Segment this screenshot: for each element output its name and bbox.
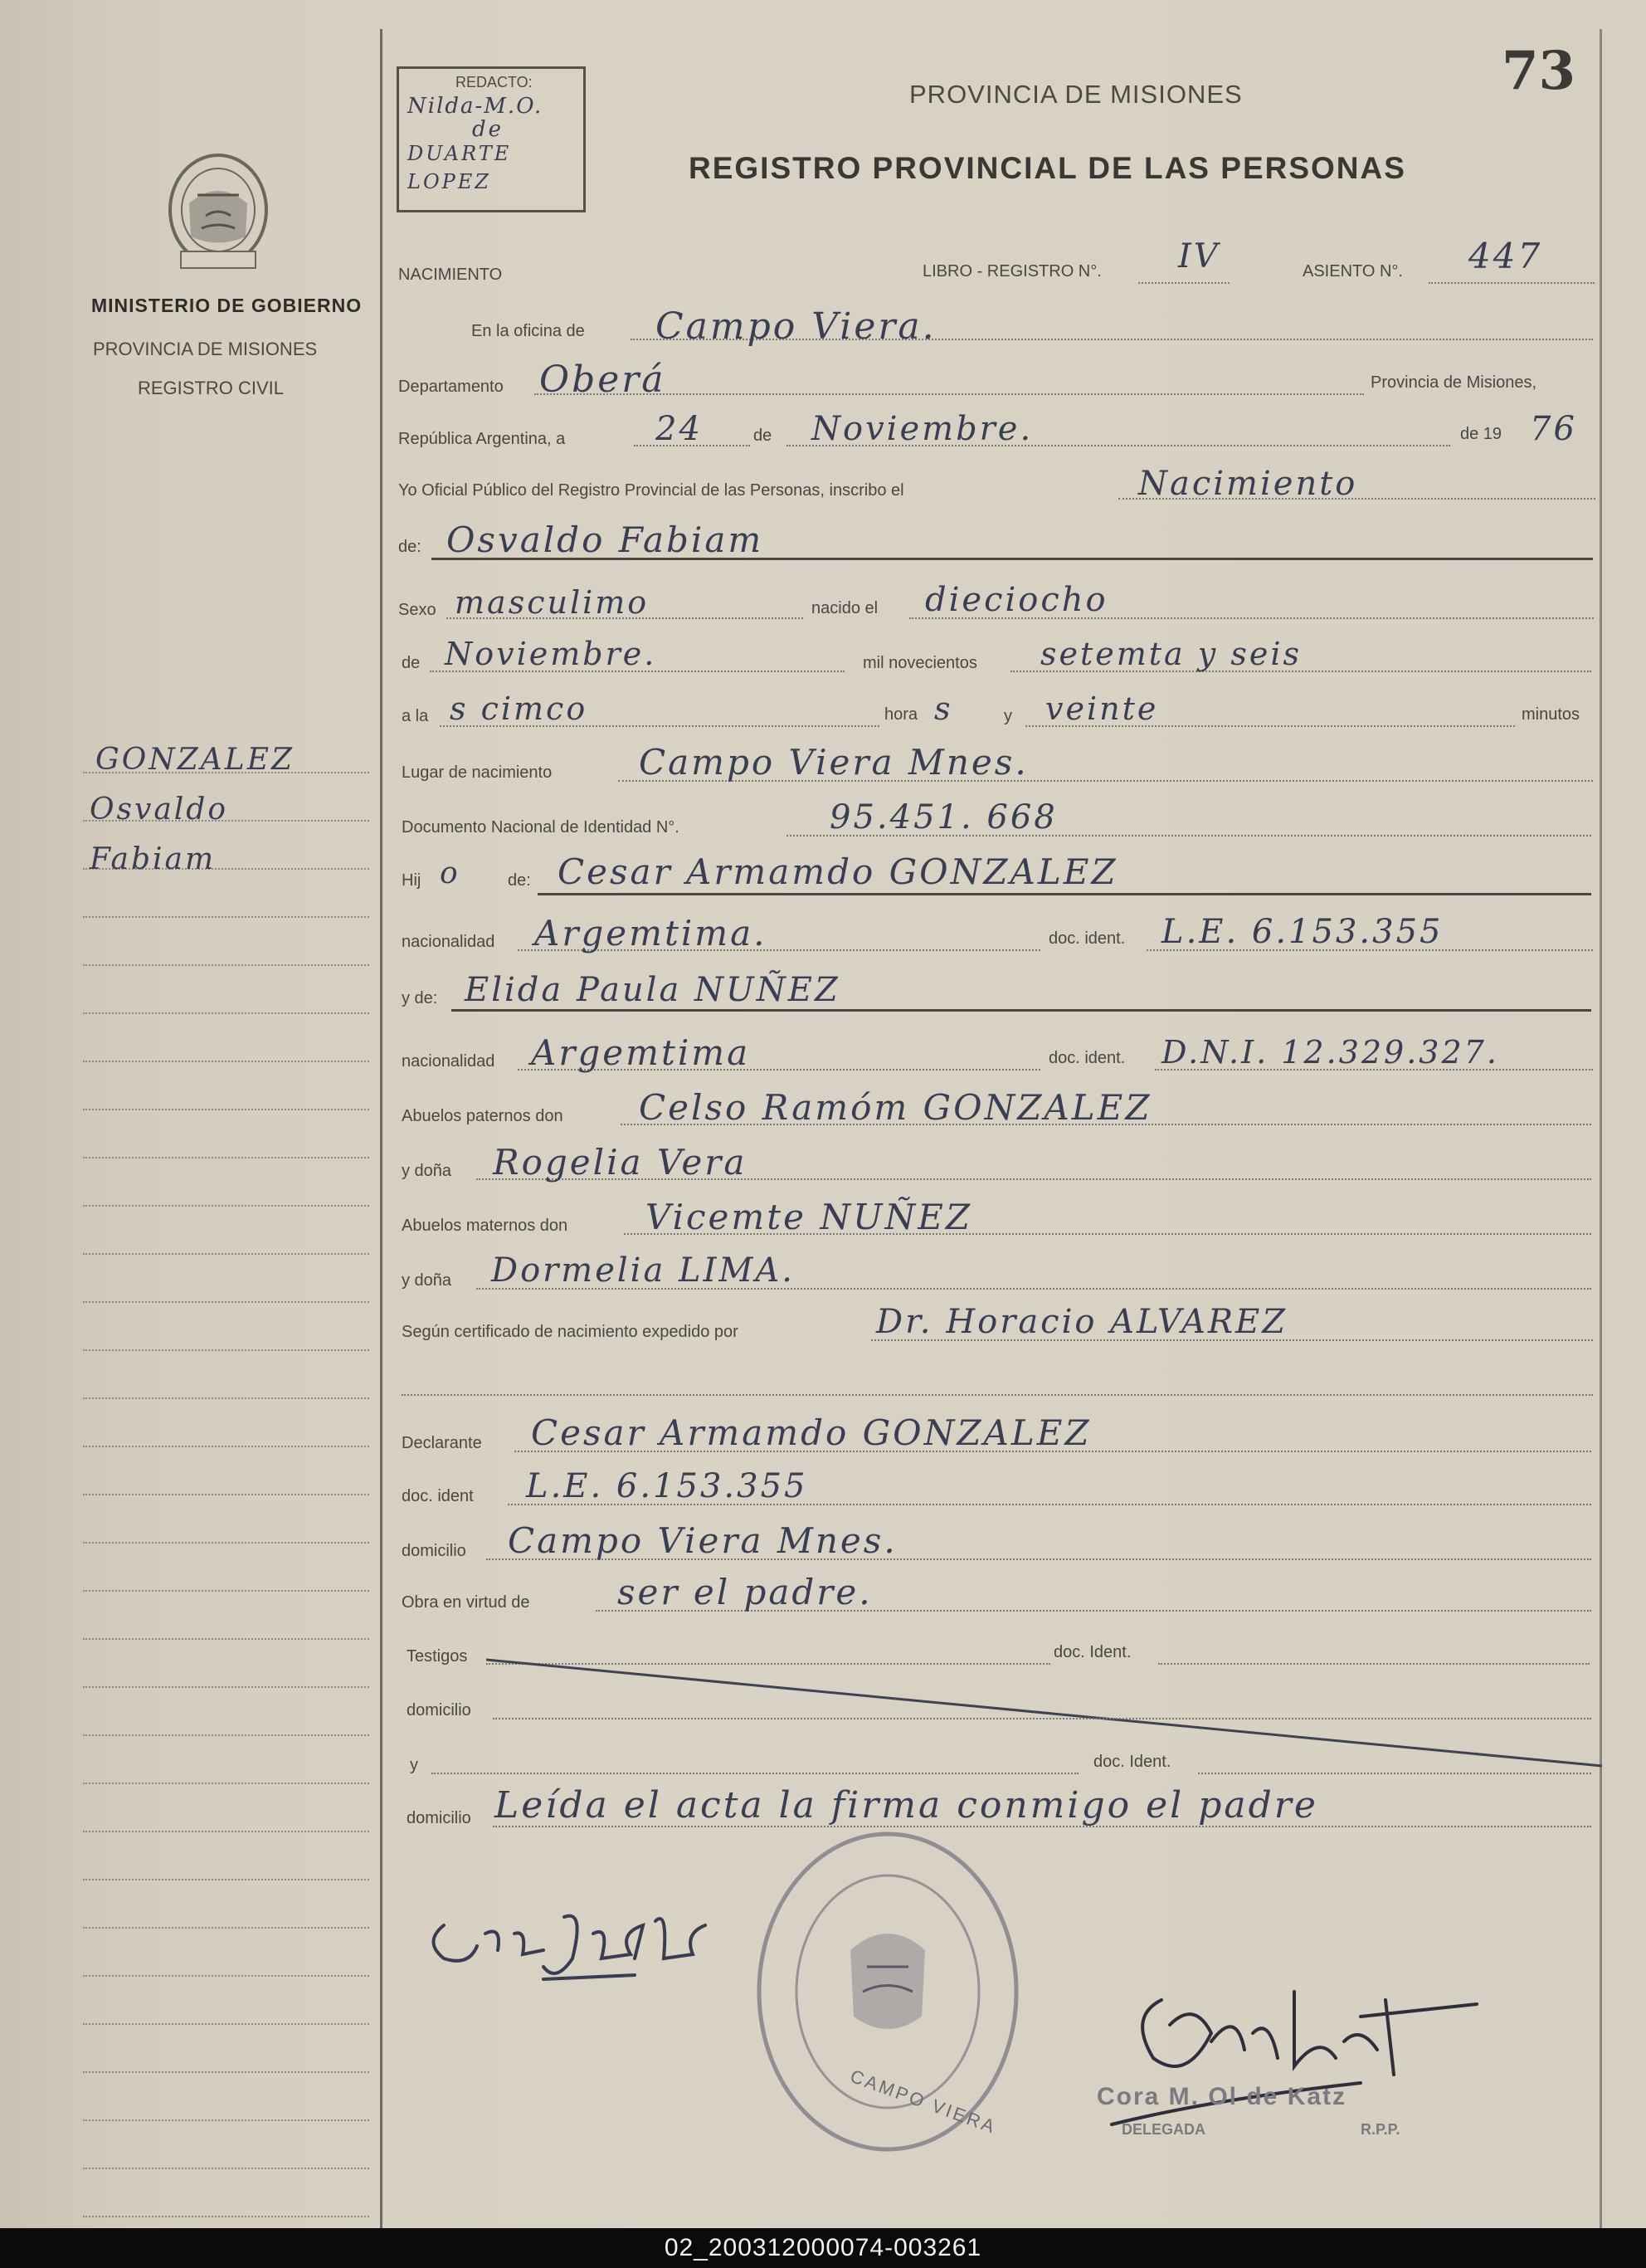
- registry-stamp-icon: [751, 1826, 1025, 2158]
- margin-rule: [83, 2071, 369, 2073]
- libro-label: LIBRO - REGISTRO N°.: [923, 262, 1102, 280]
- nacionalidad-label-1: nacionalidad: [402, 933, 495, 951]
- inscribo-value: Nacimiento: [1138, 465, 1358, 503]
- cancel-stroke: [486, 1651, 1606, 1776]
- docid-label-5: doc. Ident.: [1093, 1753, 1171, 1771]
- abuelos-paternos-value: Celso Ramóm GONZALEZ: [639, 1087, 1152, 1128]
- margin-rule: [83, 1831, 369, 1832]
- nacionalidad-label-2: nacionalidad: [402, 1052, 495, 1071]
- margin-rule: [83, 1301, 369, 1303]
- margin-rule: [83, 1494, 369, 1495]
- de-label-3: de: [402, 654, 421, 672]
- margin-rule: [83, 1542, 369, 1544]
- nacionalidad-value-2: Argemtima: [531, 1032, 751, 1073]
- padre-value: Cesar Armamdo GONZALEZ: [558, 851, 1118, 892]
- hora-value: s cimco: [450, 690, 588, 727]
- margin-rule: [83, 1157, 369, 1158]
- y-label-2: y: [410, 1756, 418, 1774]
- margin-second-name: Fabiam: [90, 842, 217, 876]
- testigos-label: Testigos: [407, 1647, 468, 1666]
- margin-rule: [83, 1253, 369, 1255]
- margin-rule: [83, 1638, 369, 1640]
- header-registry: REGISTRO PROVINCIAL DE LAS PERSONAS: [689, 151, 1406, 185]
- declarante-signature-icon: [419, 1875, 759, 2000]
- act-type-label: NACIMIENTO: [398, 266, 503, 284]
- official-rpp: R.P.P.: [1361, 2121, 1400, 2138]
- declarante-value: Cesar Armamdo GONZALEZ: [531, 1412, 1092, 1453]
- year-label: de 19: [1460, 425, 1502, 443]
- margin-first-name: Osvaldo: [90, 793, 229, 827]
- margin-rule: [83, 2023, 369, 2025]
- header-province: PROVINCIA DE MISIONES: [909, 80, 1243, 109]
- official-signature-icon: [1045, 1967, 1510, 2149]
- ydona-value-2: Dormelia LIMA.: [491, 1251, 795, 1290]
- madre-value: Elida Paula NUÑEZ: [465, 971, 840, 1009]
- right-border-line: [1600, 29, 1602, 2228]
- mil-value: setemta y seis: [1040, 636, 1302, 672]
- dni-value: 95.451. 668: [830, 798, 1058, 836]
- docid-value-3: L.E. 6.153.355: [526, 1467, 808, 1505]
- segun-value: Dr. Horacio ALVAREZ: [876, 1303, 1288, 1341]
- margin-rule: [83, 1061, 369, 1062]
- redacto-label: REDACTO:: [455, 74, 533, 90]
- asiento-value: 447: [1468, 236, 1543, 276]
- asiento-label: ASIENTO N°.: [1303, 262, 1403, 280]
- ydona-label-2: y doña: [402, 1271, 452, 1290]
- docid-label-1: doc. ident.: [1049, 929, 1126, 948]
- margin-rule: [83, 1879, 369, 1880]
- margin-rule: [83, 1686, 369, 1688]
- margin-rule: [83, 1446, 369, 1447]
- docid-value-2: D.N.I. 12.329.327.: [1161, 1034, 1499, 1071]
- libro-value: IV: [1178, 237, 1220, 276]
- nacido-label: nacido el: [811, 599, 879, 617]
- alas-label: a la: [402, 707, 429, 725]
- hora-label: hora: [884, 705, 918, 724]
- departamento-label: Departamento: [398, 378, 504, 396]
- margin-rule: [83, 2168, 369, 2169]
- y-label: y: [1004, 707, 1012, 725]
- sexo-value: masculimo: [455, 584, 650, 621]
- day-value: 24: [655, 410, 703, 448]
- official-role: DELEGADA: [1122, 2121, 1206, 2138]
- redacto-line-3: DUARTE: [407, 142, 512, 165]
- obra-value: ser el padre.: [617, 1572, 873, 1612]
- ministry-title: MINISTERIO DE GOBIERNO: [91, 295, 363, 316]
- hij-label: Hij: [402, 871, 421, 890]
- margin-rule: [83, 916, 369, 918]
- declarante-label: Declarante: [402, 1434, 482, 1452]
- departamento-value: Oberá: [539, 358, 666, 401]
- mil-label: mil novecientos: [863, 654, 977, 672]
- oficina-label: En la oficina de: [471, 322, 585, 340]
- redacto-line-4: LOPEZ: [407, 170, 491, 193]
- margin-rule: [83, 2119, 369, 2121]
- margin-rule: [83, 2216, 369, 2217]
- republica-label: República Argentina, a: [398, 430, 566, 448]
- year-value: 76: [1530, 410, 1577, 448]
- left-civil-registry: REGISTRO CIVIL: [138, 378, 285, 398]
- margin-line: [380, 29, 382, 2228]
- margin-rule: [83, 1205, 369, 1207]
- abuelos-maternos-label: Abuelos maternos don: [402, 1217, 568, 1235]
- segun-label: Según certificado de nacimiento expedido por: [402, 1323, 738, 1341]
- leida-value: Leída el acta la firma conmigo el padre: [494, 1784, 1318, 1827]
- docid-label-3: doc. ident: [402, 1487, 474, 1505]
- hora-s-value: s: [934, 690, 953, 727]
- docid-value-1: L.E. 6.153.355: [1161, 913, 1444, 951]
- domicilio-value-1: Campo Viera Mnes.: [508, 1520, 898, 1561]
- nacido-value: dieciocho: [925, 581, 1108, 619]
- redacto-line-1: Nilda-M.O.: [407, 94, 543, 119]
- abuelos-maternos-value: Vicemte NUÑEZ: [645, 1197, 973, 1237]
- yo-label: Yo Oficial Público del Registro Provincial de las Personas, inscribo el: [398, 481, 904, 500]
- image-id-bar: 02_200312000074-003261: [0, 2228, 1646, 2268]
- inscripto-value: Osvaldo Fabiam: [446, 519, 764, 560]
- domicilio-label-1: domicilio: [402, 1542, 466, 1560]
- domicilio-label-3: domicilio: [407, 1809, 471, 1827]
- stamp-center-text: CAMPO VIERA: [847, 2066, 1000, 2139]
- folio-number: 73: [1502, 40, 1576, 102]
- month-value: Noviembre.: [811, 410, 1034, 448]
- yde-label: y de:: [402, 989, 438, 1007]
- oficina-value: Campo Viera.: [655, 305, 937, 348]
- ydona-label-1: y doña: [402, 1162, 452, 1180]
- de-label-1: de: [753, 427, 772, 445]
- sexo-label: Sexo: [398, 601, 436, 619]
- abuelos-paternos-label: Abuelos paternos don: [402, 1107, 563, 1125]
- minutos-label: minutos: [1522, 705, 1580, 724]
- margin-rule: [83, 1975, 369, 1977]
- provincia-label: Provincia de Misiones,: [1371, 373, 1537, 392]
- margin-rule: [83, 964, 369, 966]
- margin-surname: GONZALEZ: [95, 743, 295, 777]
- redacto-box: [397, 66, 586, 212]
- minutos-value: veinte: [1045, 690, 1159, 727]
- de-label-2: de:: [398, 538, 421, 556]
- redacto-line-2: de: [472, 117, 504, 142]
- margin-rule: [83, 1734, 369, 1736]
- domicilio-label-2: domicilio: [407, 1701, 471, 1719]
- lugar-label: Lugar de nacimiento: [402, 763, 553, 782]
- nacionalidad-value-1: Argemtima.: [534, 913, 767, 954]
- hij-suffix: o: [440, 856, 460, 890]
- margin-rule: [83, 1397, 369, 1399]
- dni-label: Documento Nacional de Identidad N°.: [402, 818, 679, 836]
- provincial-seal-icon: [156, 145, 280, 278]
- official-name: Cora M. Ol de Katz: [1097, 2083, 1347, 2110]
- margin-rule: [83, 1927, 369, 1929]
- margin-rule: [83, 1349, 369, 1351]
- margin-rule: [83, 1783, 369, 1784]
- obra-label: Obra en virtud de: [402, 1593, 530, 1612]
- margin-rule: [83, 1012, 369, 1014]
- de-label-4: de:: [508, 871, 531, 890]
- margin-rule: [83, 1590, 369, 1592]
- ydona-value-1: Rogelia Vera: [493, 1142, 748, 1183]
- left-province: PROVINCIA DE MISIONES: [93, 339, 318, 359]
- margin-rule: [83, 1109, 369, 1110]
- docid-label-4: doc. Ident.: [1054, 1643, 1132, 1661]
- docid-label-2: doc. ident.: [1049, 1049, 1126, 1067]
- lugar-value: Campo Viera Mnes.: [639, 742, 1029, 783]
- mes-nacimiento-value: Noviembre.: [445, 636, 657, 672]
